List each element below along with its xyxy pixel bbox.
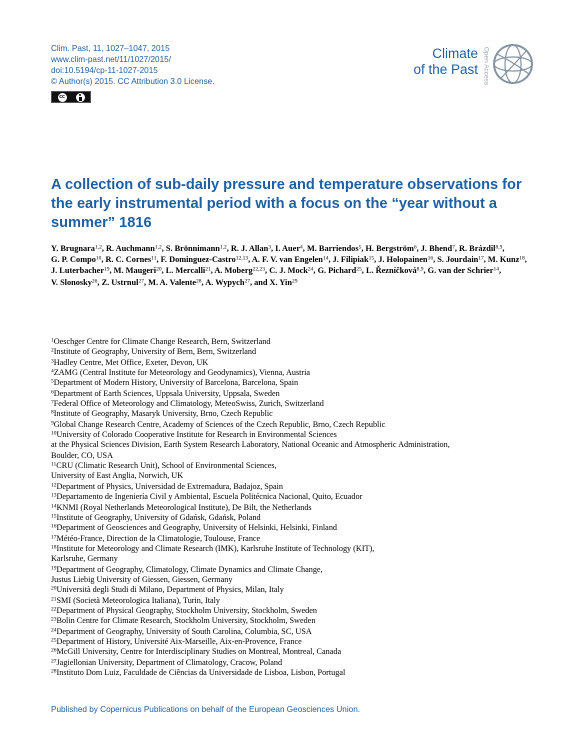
- affiliation-number: 28: [51, 668, 57, 675]
- author-name: L. Řezníčková$^{8,9}$: [365, 266, 424, 276]
- author-name: G. P. Compo$^{10}$: [51, 255, 102, 265]
- affiliation-number: 14: [51, 503, 57, 510]
- affiliation-text: Boulder, CO, USA: [51, 450, 113, 460]
- affiliation-line: [51, 440, 541, 450]
- affiliation-line: [51, 399, 541, 409]
- author-affiliation-marker: 21: [205, 266, 211, 273]
- affiliation-number: 22: [51, 606, 57, 613]
- affiliation-line: [51, 492, 541, 502]
- author-name: M. Maugeri$^{20}$: [113, 266, 162, 276]
- affiliation-text: Instituto Dom Luiz, Faculdade de Ciências da Universidade de Lisboa, Lisbon, Portugal: [56, 668, 346, 677]
- affiliation-number: 15: [51, 513, 57, 520]
- affiliation-line: [51, 575, 541, 585]
- author-name: J. Luterbacher$^{19}$: [51, 266, 110, 276]
- affiliation-text: Bolin Centre for Climate Research, Stockholm University, Stockholm, Sweden: [56, 616, 316, 626]
- affiliations-list: [51, 337, 541, 678]
- affiliation-number: 18: [51, 544, 57, 551]
- citation-block: [51, 43, 215, 87]
- affiliation-line: [51, 585, 541, 595]
- author-list: Y. Brugnara$^{1,2}$, R. Auchmann$^{1,2}$, S. Brönnimann$^{1,2}$, R. J. Allan$^3$, I. Auer$^4$, M. Barriendos$^5$, H. Bergström$^6$, J. Bhend$^7$, R. Brázdil$^{8,9}$, G. P. Compo$^{10}$, R. C. Cornes$^{11}$, F. Dominguez-Castro$^{12,13}$, A. F. V. van Engelen$^{14}$, J. Filipiak$^{15}$, J. Holopainen$^{16}$, S. Jourdain$^{17}$, M. Kunz$^{18}$, J. Luterbacher$^{19}$, M. Maugeri$^{20}$, L. Mercalli$^{21}$, A. Moberg$^{22,23}$, C. J. Mock$^{24}$, G. Pichard$^{25}$, L. Řezníčková$^{8,9}$, G. van der Schrier$^{14}$, V. Slonosky$^{26}$, Z. Ustrnul$^{27}$, M. A. Valente$^{28}$, A. Wypych$^{27}$, and X. Yin$^{29}$: [51, 244, 527, 287]
- author-affiliation-marker: 17: [478, 255, 484, 262]
- author-name: A. Moberg$^{22,23}$: [214, 266, 266, 276]
- doi-line[interactable]: doi:10.5194/cp-11-1027-2015: [51, 66, 158, 75]
- author-name: M. Barriendos$^5$: [306, 244, 362, 253]
- affiliation-text: Institute of Geography, Masaryk University, Brno, Czech Republic: [53, 409, 273, 419]
- affiliation-text: Karlsruhe, Germany: [51, 554, 118, 564]
- affiliation-line: [51, 451, 541, 461]
- affiliation-line: [51, 544, 541, 554]
- author-name: Z. Ustrnul$^{27}$: [101, 277, 144, 287]
- affiliation-text: Federal Office of Meteorology and Climatology, MeteoSwiss, Zurich, Switzerland: [53, 399, 324, 409]
- author-affiliation-marker: 20: [156, 266, 162, 273]
- affiliation-line: [51, 461, 541, 471]
- affiliation-number: 23: [51, 616, 57, 623]
- affiliation-text: Météo-France, Direction de la Climatologie, Toulouse, France: [56, 533, 261, 543]
- affiliation-text: University of Colorado Cooperative Institute for Research in Environmental Sciences: [56, 430, 337, 440]
- author-name: L. Mercalli$^{21}$: [165, 266, 211, 276]
- affiliation-line: [51, 647, 541, 657]
- affiliation-line: [51, 534, 541, 544]
- author-affiliation-marker: 12,13: [235, 255, 249, 262]
- affiliation-text: Università degli Studi di Milano, Department of Physics, Milan, Italy: [56, 585, 284, 595]
- article-url-line[interactable]: www.clim-past.net/11/1027/2015/: [51, 55, 171, 64]
- author-affiliation-marker: 28: [196, 278, 202, 285]
- article-title: A collection of sub-daily pressure and temperature observations for the early instrumental period with a focus on the “year without a summer” 1816: [51, 177, 522, 231]
- affiliation-text: SMI (Società Meteorologica Italiana), Turin, Italy: [56, 595, 220, 605]
- affiliation-line: [51, 554, 541, 564]
- author-affiliation-marker: 14: [322, 255, 329, 262]
- author-name: A. F. V. van Engelen$^{14}$: [251, 255, 329, 265]
- affiliation-line: [51, 596, 541, 606]
- author-name: and X. Yin$^{29}$: [254, 277, 298, 287]
- publisher-footer: Published by Copernicus Publications on behalf of the European Geosciences Union.: [51, 705, 361, 714]
- affiliation-number: 25: [51, 637, 57, 644]
- affiliation-text: CRU (Climatic Research Unit), School of Environmental Sciences,: [56, 461, 277, 471]
- affiliation-line: [51, 389, 541, 399]
- attribution-person-icon: [76, 93, 85, 102]
- author-name: J. Holopainen$^{16}$: [378, 255, 434, 265]
- author-name: I. Auer$^4$: [275, 244, 303, 253]
- affiliation-number: 1: [51, 337, 54, 344]
- affiliation-line: [51, 668, 541, 678]
- journal-name: [413, 46, 478, 78]
- affiliation-text: Department of History, Université Aix-Marseille, Aix-en-Provence, France: [56, 636, 302, 646]
- affiliation-text: Institute of Geography, University of Gdańsk, Gdańsk, Poland: [56, 512, 261, 522]
- affiliation-line: [51, 637, 541, 647]
- affiliation-number: 10: [51, 430, 57, 437]
- affiliation-number: 8: [51, 409, 54, 416]
- author-affiliation-marker: 26: [91, 278, 98, 285]
- author-affiliation-marker: 5: [358, 244, 362, 251]
- affiliation-line: [51, 430, 541, 440]
- affiliation-line: [51, 347, 541, 357]
- cc-logo-icon: cc: [59, 94, 65, 100]
- author-name: A. Wypych$^{27}$: [205, 277, 250, 287]
- author-name: G. van der Schrier$^{14}$: [427, 266, 499, 276]
- author-affiliation-marker: 1,2: [219, 244, 227, 251]
- affiliation-number: 13: [51, 492, 57, 499]
- affiliation-number: 21: [51, 596, 57, 603]
- affiliation-text: Department of Physics, Universidad de Extremadura, Badajoz, Spain: [56, 481, 283, 491]
- affiliation-line: [51, 627, 541, 637]
- author-affiliation-marker: 16: [427, 255, 434, 262]
- author-name: J. Bhend$^7$: [420, 244, 455, 253]
- affiliation-line: [51, 523, 541, 533]
- author-affiliation-marker: 3: [268, 244, 271, 251]
- affiliation-number: 3: [51, 358, 54, 365]
- affiliation-number: 9: [51, 420, 54, 427]
- affiliation-text: University of East Anglia, Norwich, UK: [51, 471, 184, 481]
- author-name: J. Filipiak$^{15}$: [332, 255, 375, 265]
- affiliation-number: 11: [51, 461, 57, 468]
- affiliation-text: Institute for Meteorology and Climate Research (IMK), Karlsruhe Institute of Technology (KIT),: [56, 543, 375, 553]
- affiliation-number: 19: [51, 565, 57, 572]
- affiliation-line: [51, 420, 541, 430]
- author-affiliation-marker: 19: [104, 266, 110, 273]
- author-affiliation-marker: 8,9: [416, 266, 424, 273]
- affiliation-number: 5: [51, 378, 54, 385]
- affiliation-text: KNMI (Royal Netherlands Meteorological Institute), De Bilt, the Netherlands: [56, 502, 312, 512]
- affiliation-text: Department of Geography, University of South Carolina, Columbia, SC, USA: [56, 626, 312, 636]
- affiliation-text: ZAMG (Central Institute for Meteorology and Geodynamics), Vienna, Austria: [53, 368, 311, 378]
- affiliation-text: Department of Physical Geography, Stockholm University, Stockholm, Sweden: [56, 605, 317, 615]
- affiliation-text: Jagiellonian University, Department of Climatology, Cracow, Poland: [56, 657, 283, 667]
- author-name: M. A. Valente$^{28}$: [148, 277, 202, 287]
- author-name: G. Pichard$^{25}$: [317, 266, 362, 276]
- affiliation-line: [51, 503, 541, 513]
- affiliation-line: [51, 565, 541, 575]
- affiliation-number: 7: [51, 399, 54, 406]
- affiliation-line: [51, 471, 541, 481]
- affiliation-number: 20: [51, 585, 57, 592]
- affiliation-text: Hadley Centre, Met Office, Exeter, Devon, UK: [53, 357, 209, 367]
- author-affiliation-marker: 10: [95, 255, 102, 262]
- globe-logo-icon: [491, 42, 535, 86]
- author-name: R. Auchmann$^{1,2}$: [105, 244, 162, 253]
- author-affiliation-marker: 15: [368, 255, 375, 262]
- author-name: S. Brönnimann$^{1,2}$: [165, 244, 227, 253]
- copyright-line: © Author(s) 2015. CC Attribution 3.0 License.: [51, 77, 215, 86]
- author-name: C. J. Mock$^{24}$: [269, 266, 314, 276]
- affiliation-text: at the Physical Sciences Division, Earth System Research Laboratory, National Oceanic and Atmospheric Administration,: [51, 440, 450, 450]
- affiliation-number: 12: [51, 482, 57, 489]
- affiliation-line: [51, 616, 541, 626]
- affiliation-text: Institute of Geography, University of Bern, Bern, Switzerland: [53, 347, 257, 357]
- affiliation-text: Department of Geography, Climatology, Climate Dynamics and Climate Change,: [56, 564, 323, 574]
- author-affiliation-marker: 1,2: [154, 244, 162, 251]
- affiliation-text: Department of Geosciences and Geography, University of Helsinki, Helsinki, Finland: [56, 523, 338, 533]
- affiliation-number: 26: [51, 647, 57, 654]
- affiliation-text: Justus Liebig University of Giessen, Giessen, Germany: [51, 574, 233, 584]
- author-name: R. C. Cornes$^{11}$: [105, 255, 157, 265]
- affiliation-number: 24: [51, 627, 57, 634]
- affiliation-line: [51, 482, 541, 492]
- affiliation-number: 27: [51, 658, 57, 665]
- author-affiliation-marker: 4: [300, 244, 303, 251]
- author-affiliation-marker: 14: [493, 266, 499, 273]
- affiliation-line: [51, 606, 541, 616]
- journal-volume-line: Clim. Past, 11, 1027–1047, 2015: [51, 44, 170, 53]
- affiliation-text: Oeschger Centre for Climate Change Research, Bern, Switzerland: [53, 337, 271, 346]
- author-name: R. Brázdil$^{8,9}$: [459, 244, 503, 253]
- author-name: M. Kunz$^{18}$: [487, 255, 525, 265]
- author-affiliation-marker: 27: [244, 278, 250, 285]
- journal-name-line2: of the Past: [413, 62, 478, 77]
- author-affiliation-marker: 29: [291, 278, 298, 285]
- author-name: V. Slonosky$^{26}$: [51, 277, 98, 287]
- author-affiliation-marker: 24: [307, 266, 314, 273]
- author-affiliation-marker: 25: [356, 266, 362, 273]
- affiliation-number: 16: [51, 523, 57, 530]
- author-name: H. Bergström$^6$: [365, 244, 417, 253]
- author-affiliation-marker: 22,23: [252, 266, 266, 273]
- affiliation-number: 17: [51, 534, 57, 541]
- affiliation-line: [51, 358, 541, 368]
- author-affiliation-marker: 6: [413, 244, 417, 251]
- affiliation-text: Department of Modern History, University of Barcelona, Barcelona, Spain: [53, 378, 299, 388]
- affiliation-line: [51, 378, 541, 388]
- affiliation-text: Global Change Research Centre, Academy of Sciences of the Czech Republic, Brno, Czech Republic: [53, 419, 386, 429]
- author-affiliation-marker: 8,9: [495, 244, 503, 251]
- author-affiliation-marker: 1,2: [94, 244, 102, 251]
- author-name: S. Jourdain$^{17}$: [437, 255, 484, 265]
- affiliation-text: Departamento de Ingeniería Civil y Ambiental, Escuela Politécnica Nacional, Quito, Ecuador: [56, 492, 363, 502]
- affiliation-text: McGill University, Centre for Interdisciplinary Studies on Montreal, Montreal, Canada: [56, 647, 342, 657]
- open-access-label: [481, 40, 491, 92]
- author-name: F. Dominguez-Castro$^{12,13}$: [160, 255, 249, 265]
- author-affiliation-marker: 18: [519, 255, 525, 262]
- affiliation-line: [51, 337, 541, 347]
- affiliation-line: [51, 409, 541, 419]
- affiliation-number: 4: [51, 368, 54, 375]
- cc-license-badge-icon[interactable]: [51, 91, 91, 103]
- author-affiliation-marker: 7: [452, 244, 455, 251]
- affiliation-number: 6: [51, 389, 54, 396]
- affiliation-line: [51, 658, 541, 668]
- affiliation-line: [51, 368, 541, 378]
- svg-text:Open Access: Open Access: [482, 46, 490, 86]
- affiliation-line: [51, 513, 541, 523]
- author-name: R. J. Allan$^3$: [230, 244, 271, 253]
- affiliation-number: 2: [51, 347, 54, 354]
- author-affiliation-marker: 27: [138, 278, 144, 285]
- author-name: Y. Brugnara$^{1,2}$: [51, 244, 102, 253]
- author-affiliation-marker: 11: [151, 255, 157, 262]
- affiliation-text: Department of Earth Sciences, Uppsala University, Uppsala, Sweden: [53, 388, 280, 398]
- journal-name-line1: Climate: [432, 46, 478, 61]
